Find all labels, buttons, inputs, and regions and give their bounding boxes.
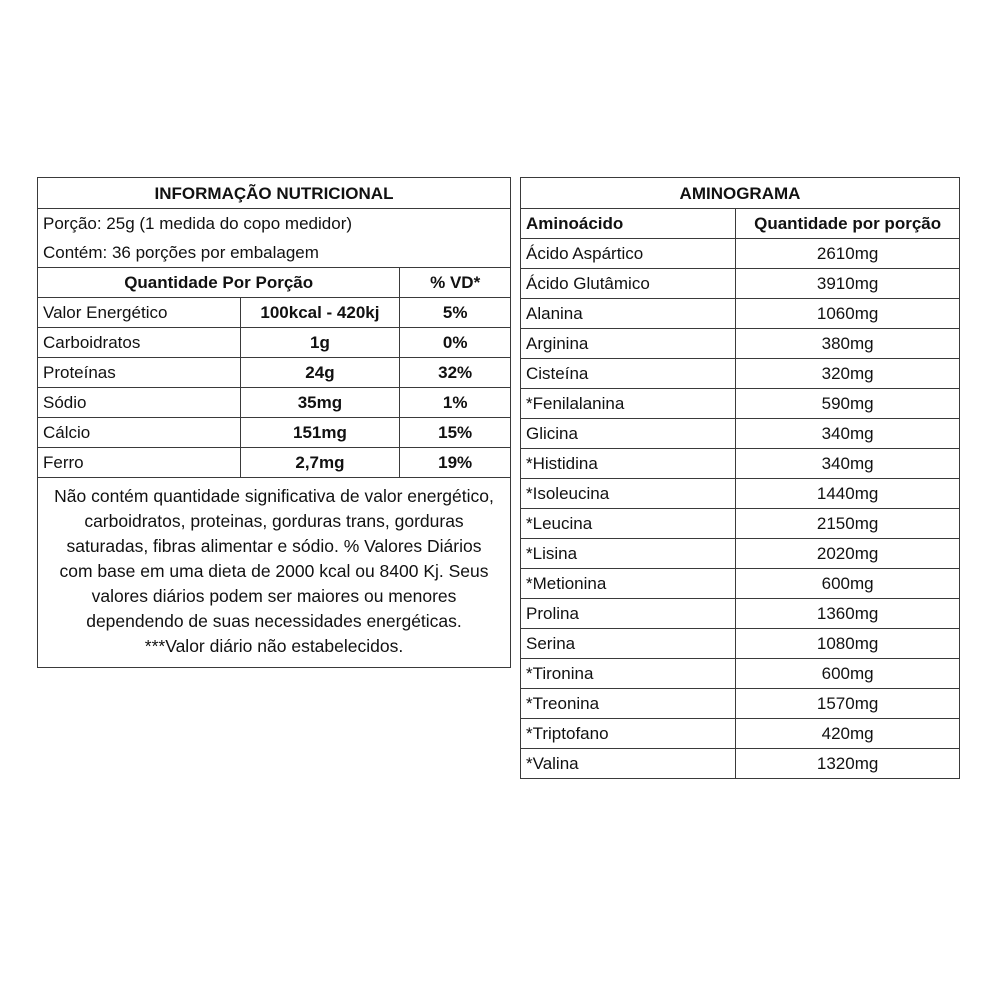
nutrient-amount: 1g [240,328,400,358]
amino-name: *Histidina [521,449,736,479]
amino-row [521,719,960,749]
nutrient-vd: 5% [400,298,511,328]
header-quantity-per-portion: Quantidade por porção [736,209,960,239]
amino-quantity: 1320mg [736,749,960,779]
amino-quantity: 3910mg [736,269,960,299]
header-quantity: Quantidade Por Porção [38,268,400,298]
header-vd: % VD* [400,268,511,298]
amino-quantity: 590mg [736,389,960,419]
nutrient-vd: 32% [400,358,511,388]
nutrient-amount: 100kcal - 420kj [240,298,400,328]
nutrition-row [38,298,511,328]
amino-row [521,509,960,539]
amino-row [521,599,960,629]
servings-text: Contém: 36 porções por embalagem [38,238,511,268]
amino-name: Arginina [521,329,736,359]
amino-row [521,539,960,569]
nutrition-row [38,358,511,388]
amino-quantity: 380mg [736,329,960,359]
amino-name: *Leucina [521,509,736,539]
amino-row [521,269,960,299]
footnote-text: Não contém quantidade significativa de valor energético, carboidratos, proteinas, gorduras trans, gorduras saturadas, fibras alimentar e sódio. % Valores Diários com base em uma dieta de 2000 kcal ou 8400 Kj. Seus valores diários podem ser maiores ou menores dependendo de suas necessidades energéticas. [54,486,494,631]
nutrition-title: INFORMAÇÃO NUTRICIONAL [38,178,511,209]
amino-row [521,389,960,419]
nutrient-amount: 35mg [240,388,400,418]
amino-quantity: 340mg [736,419,960,449]
amino-name: *Isoleucina [521,479,736,509]
nutrient-vd: 1% [400,388,511,418]
amino-name: Ácido Glutâmico [521,269,736,299]
nutrient-name: Sódio [38,388,241,418]
amino-name: Cisteína [521,359,736,389]
amino-name: Glicina [521,419,736,449]
amino-quantity: 1360mg [736,599,960,629]
nutrient-name: Ferro [38,448,241,478]
amino-row [521,479,960,509]
amino-row [521,749,960,779]
amino-row [521,239,960,269]
amino-name: *Lisina [521,539,736,569]
aminogram-rows [521,239,960,779]
footnote-cell [38,478,511,668]
amino-quantity: 1570mg [736,689,960,719]
nutrient-name: Proteínas [38,358,241,388]
amino-name: *Fenilalanina [521,389,736,419]
nutrient-vd: 0% [400,328,511,358]
nutrient-vd: 19% [400,448,511,478]
nutrient-vd: 15% [400,418,511,448]
amino-row [521,629,960,659]
amino-row [521,569,960,599]
amino-quantity: 2150mg [736,509,960,539]
amino-row [521,359,960,389]
amino-row [521,419,960,449]
amino-name: *Tironina [521,659,736,689]
amino-quantity: 1060mg [736,299,960,329]
nutrition-table [37,177,511,668]
amino-quantity: 1440mg [736,479,960,509]
amino-row [521,329,960,359]
amino-name: *Triptofano [521,719,736,749]
amino-name: Alanina [521,299,736,329]
amino-quantity: 320mg [736,359,960,389]
nutrient-name: Valor Energético [38,298,241,328]
amino-quantity: 2610mg [736,239,960,269]
amino-quantity: 340mg [736,449,960,479]
amino-row [521,659,960,689]
nutrient-amount: 151mg [240,418,400,448]
amino-row [521,689,960,719]
nutrition-row [38,328,511,358]
nutrition-row [38,388,511,418]
amino-name: Ácido Aspártico [521,239,736,269]
portion-text: Porção: 25g (1 medida do copo medidor) [38,209,511,239]
nutrient-name: Cálcio [38,418,241,448]
amino-name: *Valina [521,749,736,779]
nutrition-row [38,448,511,478]
nutrient-amount: 2,7mg [240,448,400,478]
amino-name: Prolina [521,599,736,629]
amino-name: *Metionina [521,569,736,599]
footnote-no-daily-value: ***Valor diário não estabelecidos. [144,636,404,656]
amino-row [521,299,960,329]
aminogram-table [520,177,960,779]
amino-quantity: 1080mg [736,629,960,659]
amino-name: Serina [521,629,736,659]
amino-name: *Treonina [521,689,736,719]
header-aminoacid: Aminoácido [521,209,736,239]
nutrient-name: Carboidratos [38,328,241,358]
amino-quantity: 600mg [736,659,960,689]
nutrient-amount: 24g [240,358,400,388]
aminogram-title: AMINOGRAMA [521,178,960,209]
amino-row [521,449,960,479]
amino-quantity: 420mg [736,719,960,749]
amino-quantity: 600mg [736,569,960,599]
nutrition-row [38,418,511,448]
amino-quantity: 2020mg [736,539,960,569]
